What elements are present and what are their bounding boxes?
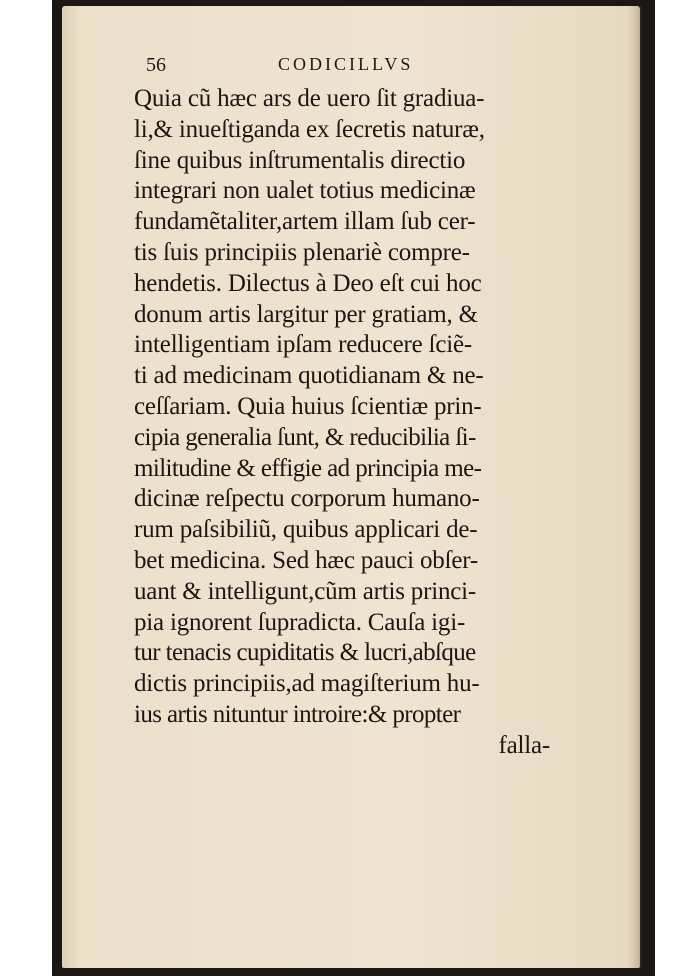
text-line: hendetis. Dilectus à Deo eſt cui hoc	[134, 269, 482, 297]
text-line: li,& inueſtiganda ex ſecretis naturæ,	[134, 115, 485, 143]
text-line: ti ad medicinam quotidianam & ne-	[134, 362, 484, 390]
text-line: cipia generalia ſunt, & reducibilia ſi-	[134, 423, 476, 451]
text-line: ceſſariam. Quia huius ſcientiæ prin-	[134, 392, 482, 420]
text-line: Quia cũ hæc ars de uero ſit gradiua-	[134, 85, 485, 112]
page-gutter-shadow	[628, 6, 642, 968]
text-line: tis ſuis principiis plenariè compre-	[134, 238, 470, 266]
catchword: falla-	[498, 731, 550, 759]
text-line: intelligentiam ipſam reducere ſciẽ-	[134, 331, 472, 359]
page-number: 56	[146, 54, 166, 76]
text-line: tur tenacis cupiditatis & lucri,abſque	[134, 639, 476, 667]
text-line: donum artis largitur per gratiam, &	[134, 300, 478, 328]
running-title: CODICILLVS	[278, 54, 414, 74]
text-line: rum paſsibiliũ, quibus applicari de-	[134, 516, 478, 544]
text-line: uant & intelligunt,cũm artis princi-	[134, 577, 477, 605]
text-line: ius artis nituntur introire:& propter	[134, 700, 461, 728]
body-text	[134, 84, 554, 762]
page-header	[146, 54, 446, 84]
text-line: ſine quibus inſtrumentalis directio	[134, 146, 466, 174]
text-line: fundamẽtaliter,artem illam ſub cer-	[134, 208, 476, 236]
text-line: bet medicina. Sed hæc pauci obſer-	[134, 546, 478, 574]
text-line: pia ignorent ſupradicta. Cauſa igi-	[134, 608, 466, 636]
text-line: dictis principiis,ad magiſterium hu-	[134, 670, 480, 698]
text-line: dicinæ reſpectu corporum humano-	[134, 485, 480, 513]
text-line: integrari non ualet totius medicinæ	[134, 177, 476, 205]
text-line: militudine & effigie ad principia me-	[134, 454, 482, 482]
